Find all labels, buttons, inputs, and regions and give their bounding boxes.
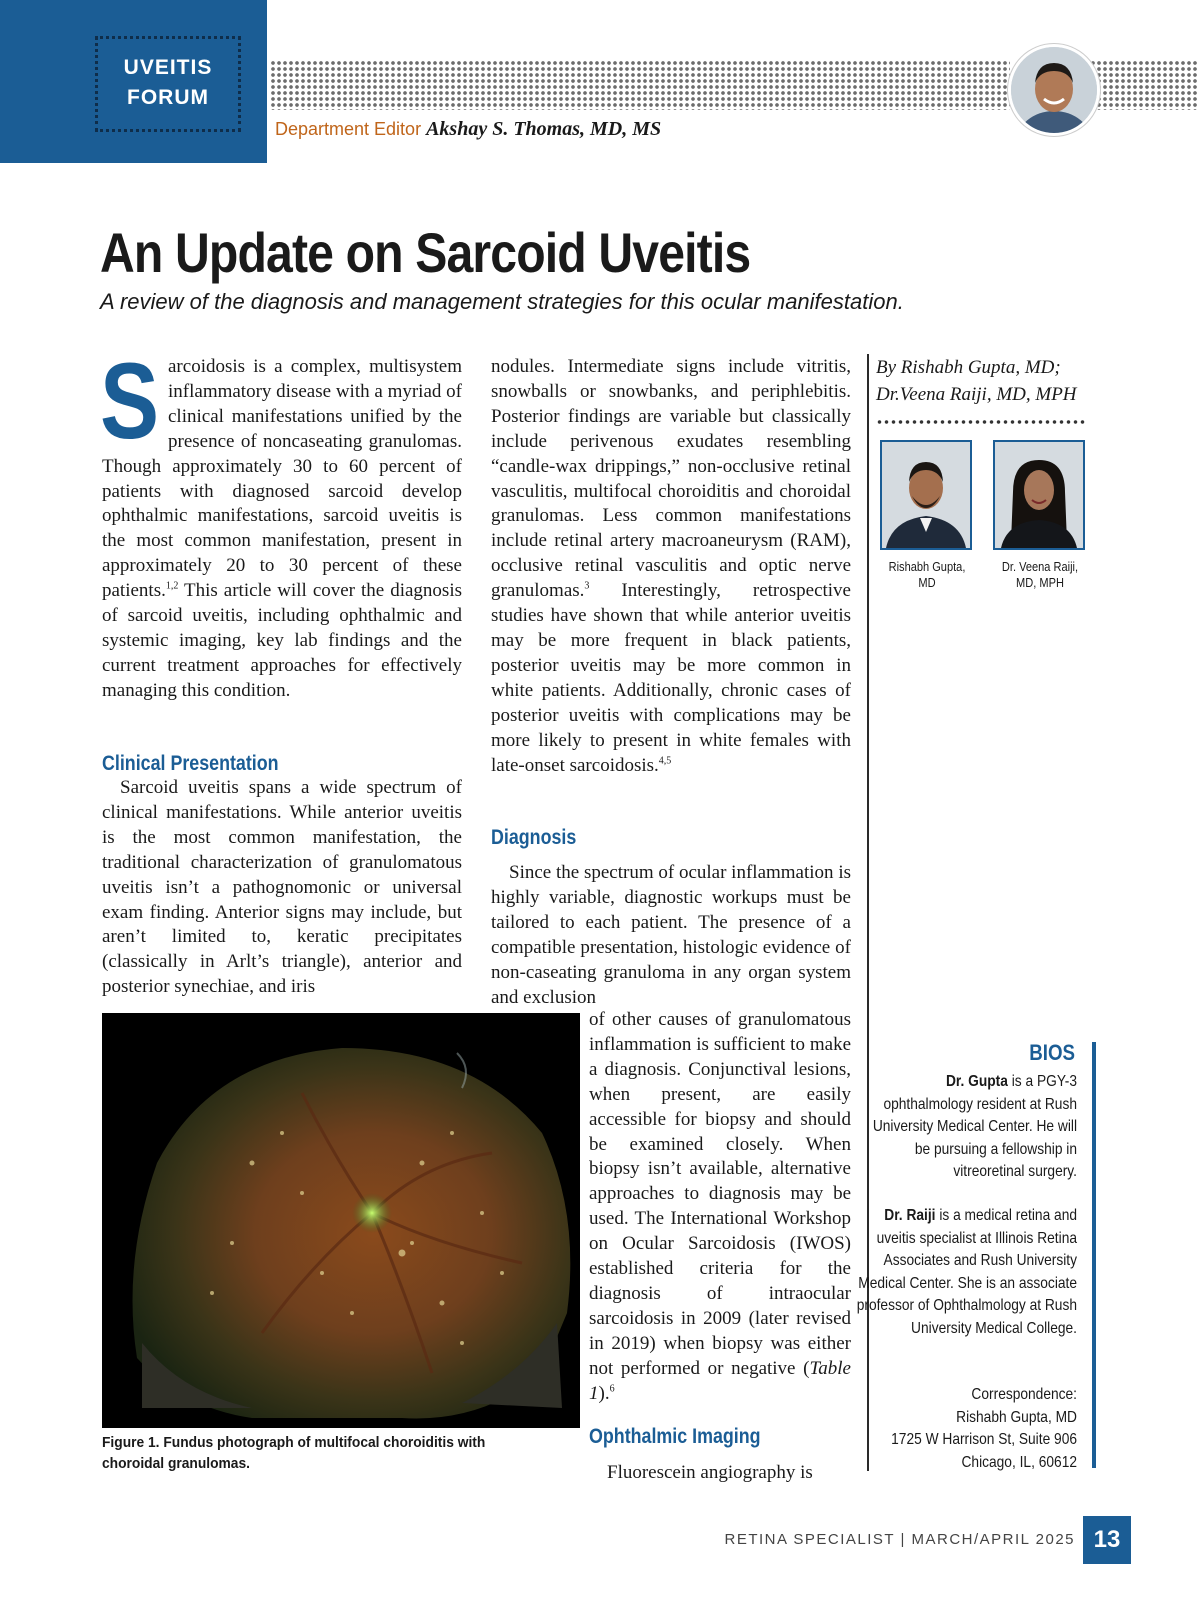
bio-raiji-text: is a medical retina and uveitis specialist at Illinois Retina Associates and Rush University Medical Center. She is an associate professor of Ophthalmology at Rush University Medical College.: [856, 1207, 1077, 1337]
byline: [876, 354, 1106, 408]
fundus-photograph: [102, 1013, 580, 1428]
drop-cap: S: [100, 340, 160, 461]
correspondence-label: Correspondence:: [971, 1386, 1077, 1403]
diagnosis-text-c: ).: [598, 1382, 610, 1404]
editor-photo: [1008, 44, 1100, 136]
editor-name: Akshay S. Thomas, MD, MS: [426, 118, 662, 140]
bios-title: BIOS: [1029, 1040, 1075, 1065]
author-caption-gupta: Rishabh Gupta, MD: [888, 559, 966, 590]
clinical-paragraph: Sarcoid uveitis spans a wide spectrum of clinical manifestations. While anterior uveitis is the most common manifestation, the traditional characterization of granulomatous uveitis isn’t a pathognomonic or universal exam finding. Anterior signs may include, but aren’t limited to, keratic precipitates (classically in Arlt’s triangle), anterior and posterior synechiae, and iris: [102, 777, 462, 998]
author-caption-raiji-line1: Dr. Veena Raiji,: [1001, 559, 1079, 574]
ophthalmic-imaging-paragraph: Fluorescein angiography is: [607, 1462, 813, 1483]
footer-publication: RETINA SPECIALIST | MARCH/APRIL 2025: [724, 1531, 1075, 1548]
article-title: An Update on Sarcoid Uveitis: [100, 221, 751, 284]
reference-marker: 4,5: [658, 755, 672, 767]
bio-raiji: [855, 1205, 1077, 1340]
author-photo-raiji: [993, 440, 1085, 550]
clinical-text-a: nodules. Intermediate signs include vitritis, snowballs or snowbanks, and periphlebitis. Posterior findings are variable but classically include perivenous exudates resembling “candle-wax drippings,” non-occlusive retinal vasculitis, multifocal choroiditis and choroidal granulomas. Less common manifestations include retinal artery macroaneurysm (RAM), occlusive retinal vasculitis and optic nerve granulomas.: [491, 356, 851, 602]
section-heading-ophthalmic-imaging: Ophthalmic Imaging: [589, 1425, 761, 1448]
figure-caption: Figure 1. Fundus photograph of multifocal choroiditis with choroidal granulomas.: [102, 1434, 486, 1472]
bios-accent-bar: [1092, 1042, 1096, 1468]
intro-text-b: This article will cover the diagnosis of sarcoid uveitis, including ophthalmic and systemic imaging, key lab findings and the current treatment approaches for effectively managing this condition.: [102, 580, 462, 701]
header-dot-pattern-right: [1090, 60, 1198, 110]
department-editor-line: [275, 118, 661, 141]
author-caption-raiji-line2: MD, MPH: [1016, 575, 1064, 590]
correspondence-name: Rishabh Gupta, MD: [956, 1408, 1077, 1426]
byline-line2: Dr.Veena Raiji, MD, MPH: [876, 384, 1077, 405]
clinical-text-b: Interestingly, retrospective studies have shown that while anterior uveitis may be more frequent in black patients, posterior uveitis may be more common in white patients. Additionally, chronic cases of posterior uveitis with complications may be more likely to present in white females with late-onset sarcoidosis.: [491, 580, 851, 776]
byline-line1: By Rishabh Gupta, MD;: [876, 357, 1061, 378]
article-subtitle: A review of the diagnosis and management strategies for this ocular manifestation.: [100, 289, 904, 314]
reference-marker: 1,2: [165, 580, 179, 592]
page-number: 13: [1083, 1516, 1131, 1564]
intro-text-a: arcoidosis is a complex, multisystem inflammatory disease with a myriad of clinical manifestations unified by the presence of noncaseating granulomas. Though approximately 30 to 60 percent of patients with diagnosed sarcoid develop ophthalmic manifestations, sarcoid uveitis is the most common manifestation, present in approximately 20 to 30 percent of these patients.: [102, 356, 462, 602]
author-caption-raiji: [998, 559, 1083, 591]
reference-marker: 3: [584, 580, 590, 592]
bio-raiji-name: Dr. Raiji: [884, 1207, 936, 1224]
intro-paragraph: [100, 340, 462, 704]
author-photo-gupta: [880, 440, 972, 550]
reference-marker: 6: [609, 1383, 615, 1395]
clinical-paragraph-continued: [491, 355, 851, 778]
section-heading-diagnosis: Diagnosis: [491, 826, 577, 849]
bio-gupta-name: Dr. Gupta: [945, 1073, 1008, 1090]
correspondence-city: Chicago, IL, 60612: [961, 1453, 1077, 1471]
department-label: Department Editor: [275, 119, 422, 139]
diagnosis-paragraph: Since the spectrum of ocular inflammation is highly variable, diagnostic workups must be tailored to each patient. The presence of a compatible presentation, histologic evidence of non-caseating granuloma in any organ system and exclusion: [491, 862, 851, 1008]
header-dot-pattern: [270, 60, 1010, 110]
diagnosis-text-b: of other causes of granulomatous inflammation is sufficient to make a diagnosis. Conjunctival lesions, when present, are easily accessible for biopsy and should be examined closely. When biopsy isn’t available, alternative approaches to diagnosis may be used. The International Workshop on Ocular Sarcoidosis (IWOS) established criteria for the diagnosis of intraocular sarcoidosis in 2009 (later revised in 2019) when biopsy was either not performed or negative (: [589, 1009, 851, 1379]
correspondence-block: [855, 1384, 1077, 1474]
diagnosis-paragraph-continued: [589, 1008, 851, 1407]
bio-gupta: [855, 1071, 1077, 1184]
byline-dot-rule: [876, 419, 1086, 425]
forum-label: [95, 53, 241, 113]
table-reference: Table 1: [589, 1357, 851, 1404]
correspondence-address: 1725 W Harrison St, Suite 906: [891, 1431, 1077, 1448]
forum-label-line1: UVEITIS: [123, 56, 213, 79]
bio-gupta-text: is a PGY-3 ophthalmology resident at Rush University Medical Center. He will be pursuing a fellowship in vitreoretinal surgery.: [872, 1073, 1077, 1180]
section-heading-clinical: Clinical Presentation: [102, 752, 279, 775]
forum-label-line2: FORUM: [127, 86, 209, 109]
